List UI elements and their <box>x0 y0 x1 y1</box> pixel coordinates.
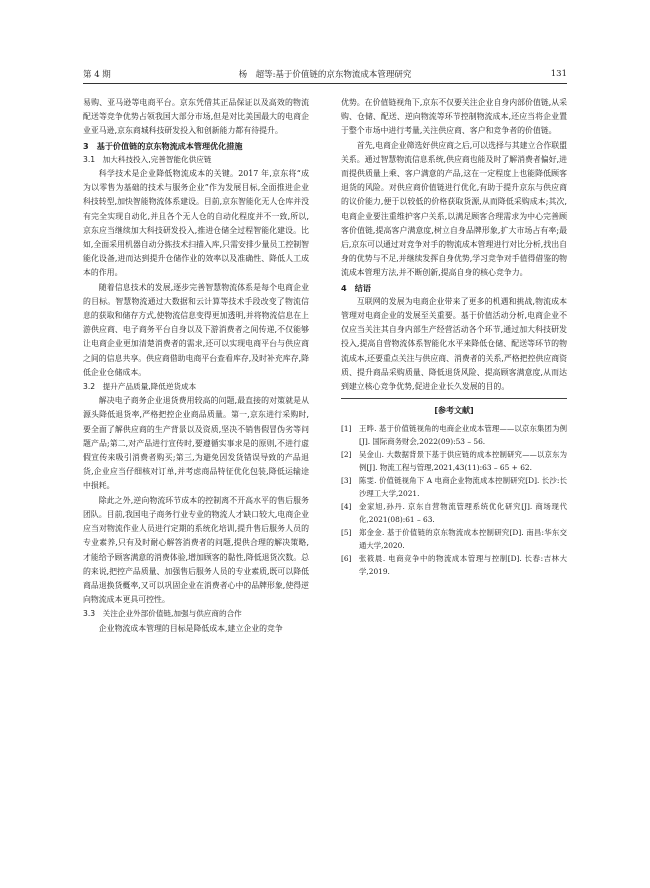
references-title: [参考文献] <box>341 404 567 418</box>
reference-item <box>341 448 567 474</box>
running-header <box>83 66 567 82</box>
reference-text: 吴金山. 大数据背景下基于供应链的成本控制研究——以京东为例[J]. 物流工程与管理,2021,43(11):63 – 65 + 62. <box>359 450 567 473</box>
reference-number: [5] <box>341 528 352 538</box>
reference-number: [3] <box>341 476 352 486</box>
paragraph: 易购、亚马逊等电商平台。京东凭借其正品保证以及高效的物流配送等竞争优势占领我国大部分市场,但是对比美国最大的电商企业亚马逊,京东商城科技研发投入和创新能力都有待提升。 <box>83 98 309 136</box>
reference-item <box>341 422 567 448</box>
reference-item <box>341 552 567 578</box>
page-number: 131 <box>550 69 567 79</box>
reference-item <box>341 526 567 552</box>
paragraph: 科学技术是企业降低物流成本的关键。2017 年,京东将“成为以零售为基础的技术与服务企业”作为发展目标,全面推进企业科技转型,加快智能物流体系建设。目前,京东智能化无人仓库并没有完全实现自动化,并且各个无人仓的自动化程度并不一致,所以,京东应当继续加大科技研发投入,推进仓储全过程智能化建设。比如,全面采用机器自动分拣技术扫描入库,只需安排少量员工控制智能化设备,进而达到提升仓储作业的效率以及准确性、降低人工成本的作用。 <box>83 169 309 278</box>
subsection-heading-3-3: 3.3 关注企业外部价值链,加强与供应商的合作 <box>83 609 242 619</box>
paragraph: 解决电子商务企业退货费用较高的问题,最直接的对策就是从源头降低退货率,严格把控企业商品质量。第一,京东进行采购时,要全面了解供应商的生产背景以及资质,坚决不销售假冒伪劣等问题产品;第二,对产品进行宣传时,要遵循实事求是的原则,不进行虚假宣传来吸引消费者购买;第三,为避免因发货错误导致的产品退货,企业应当仔细核对订单,并考虑商品特征优化包装,降低运输途中损耗。 <box>83 396 309 491</box>
right-column <box>341 96 567 578</box>
paragraph: 企业物流成本管理的目标是降低成本,建立企业的竞争 <box>98 623 283 633</box>
paragraph: 优势。在价值链视角下,京东不仅要关注企业自身内部价值链,从采购、仓储、配送、逆向物流等环节控制物流成本,还应当将企业置于整个市场中进行考量,关注供应商、客户和竞争者的价值链。 <box>341 98 567 136</box>
references <box>341 404 567 578</box>
reference-text: 郑金金. 基于价值链的京东物流成本控制研究[D]. 南昌:华东交通大学,2020. <box>359 528 567 551</box>
paragraph: 首先,电商企业筛选好供应商之后,可以选择与其建立合作联盟关系。通过智慧物流信息系统,供应商也能及时了解消费者偏好,进而提供质量上乘、客户满意的产品,这在一定程度上也能降低顾客退货的风险。对供应商价值链进行优化,有助于提升京东与供应商的议价能力,便于以较低的价格获取货源,从而降低采购成本;其次,电商企业要注重维护客户关系,以满足顾客合理需求为中心完善顾客价值链,提高客户满意度,树立自身品牌形象,扩大市场占有率;最后,京东可以通过对竞争对手的物流成本管理进行对比分析,找出自身的优势与不足,并继续发挥自身优势,学习竞争对手值得借鉴的物流成本管理方法,并不断创新,提高自身的核心竞争力。 <box>341 140 567 278</box>
section-heading-3: 3 基于价值链的京东物流成本管理优化措施 <box>83 140 243 151</box>
paragraph: 除此之外,逆向物流环节成本的控制离不开高水平的售后服务团队。目前,我国电子商务行业专业的物流人才缺口较大,电商企业应当对物流作业人员进行定期的系统化培训,提升售后服务人员的专业素养,只有及时耐心解答消费者的问题,提供合理的解决策略,才能给予顾客满意的消费体验,增加顾客的黏性,降低退货次数。总的来说,把控产品质量、加强售后服务人员的专业素质,既可以降低商品退换货概率,又可以巩固企业在消费者心中的品牌形象,使得逆向物流成本更具可控性。 <box>83 495 309 605</box>
reference-text: 王晔. 基于价值链视角的电商企业成本管理——以京东集团为例[J]. 国际商务财会,2022(09):53 – 56. <box>359 424 567 447</box>
reference-item <box>341 474 567 500</box>
running-title: 杨 超等:基于价值链的京东物流成本管理研究 <box>238 70 412 80</box>
subsection-heading-3-1: 3.1 加大科技投入,完善智能化供应链 <box>83 154 212 164</box>
reference-number: [4] <box>341 502 352 512</box>
reference-number: [1] <box>341 424 352 434</box>
reference-number: [6] <box>341 554 352 564</box>
paragraph: 随着信息技术的发展,逐步完善智慧物流体系是每个电商企业的目标。智慧物流通过大数据和云计算等技术手段改变了物流信息的获取和储存方式,使物流信息变得更加透明,并将物流信息在上游供应商、电子商务平台自身以及下游消费者之间传递,不仅能够让电商企业更加清楚消费者的需求,还可以实现电商平台与供应商之间的信息共享。供应商借助电商平台查看库存,及时补充库存,降低企业仓储成本。 <box>83 282 309 377</box>
section-heading-4: 4 结语 <box>341 282 371 293</box>
header-rule <box>83 83 567 84</box>
issue-label: 第 4 期 <box>83 70 111 80</box>
paragraph: 互联网的发展为电商企业带来了更多的机遇和挑战,物流成本管理对电商企业的发展至关重要。基于价值活动分析,电商企业不仅应当关注其自身内部生产经营活动各个环节,通过加大科技研发投入,提高自营物流体系智能化水平来降低仓储、配送等环节的物流成本,还要重点关注与供应商、消费者的关系,严格把控供应商资质、提升商品采购质量、降低退货风险、提高顾客满意度,从而达到建立核心竞争优势,促进企业长久发展的目的。 <box>341 296 567 392</box>
left-column <box>83 96 309 636</box>
reference-text: 张筱晨. 电商竞争中的物流成本管理与控制[D]. 长春:吉林大学,2019. <box>359 554 567 577</box>
reference-text: 金家旭,孙丹. 京东自营物流管理系统优化研究[J]. 商场现代化,2021(08):61 – 63. <box>359 502 567 525</box>
reference-text: 陈雯. 价值链视角下 A 电商企业物流成本控制研究[D]. 长沙:长沙理工大学,2021. <box>359 476 567 499</box>
reference-number: [2] <box>341 450 352 460</box>
subsection-heading-3-2: 3.2 提升产品质量,降低逆货成本 <box>83 382 197 392</box>
reference-item <box>341 500 567 526</box>
